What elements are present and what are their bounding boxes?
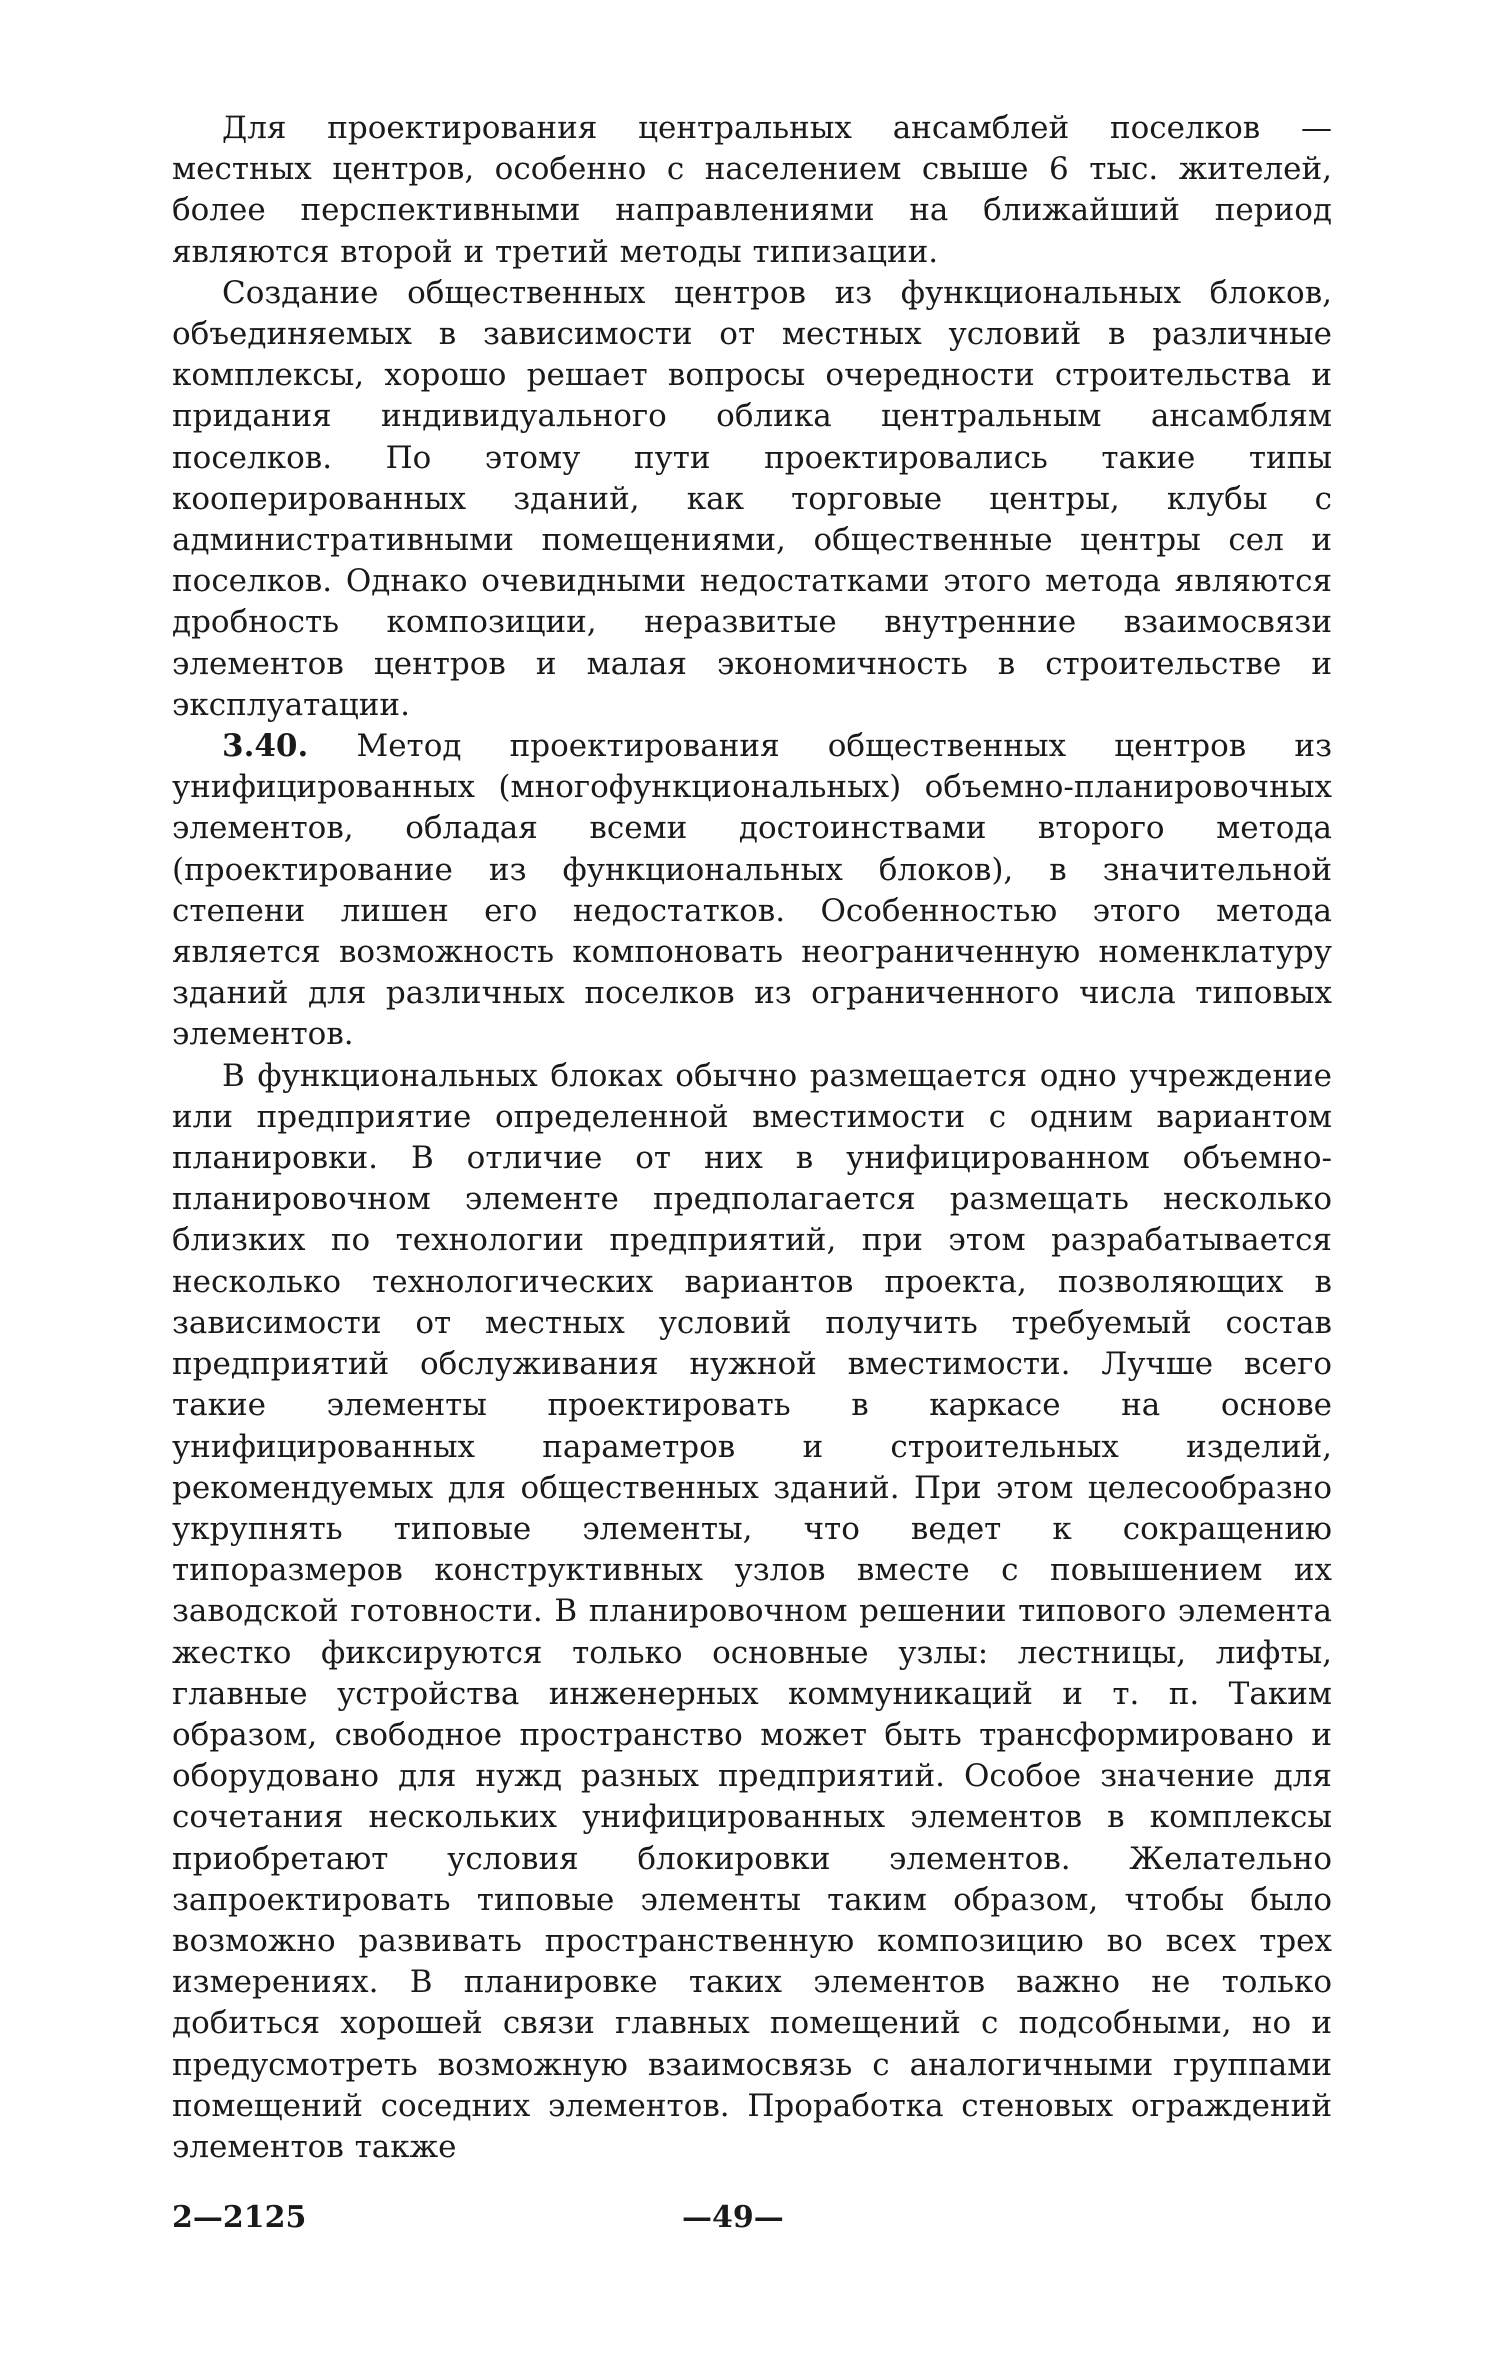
paragraph-2-text: Создание общественных центров из функциональных блоков, объединяемых в зависимости от местных условий в различные комплексы, хорошо решает вопросы очередности строительства и придания индивидуального облика центральным ансамблям поселков. По этому пути проектировались такие типы кооперированных зданий, как торговые центры, клубы с административными помещениями, общественные центры сел и поселков. Однако очевидными недостатками этого метода являются дробность композиции, неразвитые внутренние взаимосвязи элементов центров и малая экономичность в строительстве и эксплуатации. — [172, 274, 1332, 723]
paragraph-3 — [172, 726, 1332, 1056]
paragraph-3-text: Метод проектирования общественных центров из унифицированных (многофункциональных) объемно-планировочных элементов, обладая всеми достоинствами второго метода (проектирование из функциональных блоков), в значительной степени лишен его недостатков. Особенностью этого метода является возможность компоновать неограниченную номенклатуру зданий для различных поселков из ограниченного числа типовых элементов. — [172, 728, 1332, 1053]
paragraph-4-text: В функциональных блоках обычно размещается одно учреждение или предприятие определенной вместимости с одним вариантом планировки. В отличие от них в унифицированном объемно-планировочном элементе предполагается размещать несколько близких по технологии предприятий, при этом разрабатывается несколько технологических вариантов проекта, позволяющих в зависимости от местных условий получить требуемый состав предприятий обслуживания нужной вместимости. Лучше всего такие элементы проектировать в каркасе на основе унифицированных параметров и строительных изделий, рекомендуемых для общественных зданий. При этом целесообразно укрупнять типовые элементы, что ведет к сокращению типоразмеров конструктивных узлов вместе с повышением их заводской готовности. В планировочном решении типового элемента жестко фиксируются только основные узлы: лестницы, лифты, главные устройства инженерных коммуникаций и т. п. Таким образом, свободное пространство может быть трансформировано и оборудовано для нужд разных предприятий. Особое значение для сочетания нескольких унифицированных элементов в комплексы приобретают условия блокировки элементов. Желательно запроектировать типовые элементы таким образом, чтобы было возможно развивать пространственную композицию во всех трех измерениях. В планировке таких элементов важно не только добиться хорошей связи главных помещений с подсобными, но и предусмотреть возможную взаимосвязь с аналогичными группами помещений соседних элементов. Проработка стеновых ограждений элементов также — [172, 1057, 1332, 2165]
printer-signature: 2—2125 — [172, 2200, 307, 2235]
paragraph-2 — [172, 273, 1332, 726]
paragraph-1-text: Для проектирования центральных ансамблей поселков — местных центров, особенно с населением свыше 6 тыс. жителей, более перспективными направлениями на ближайший период являются второй и третий методы типизации. — [172, 110, 1332, 270]
paragraph-4 — [172, 1056, 1332, 2168]
paragraph-1 — [172, 108, 1332, 273]
page-body — [172, 108, 1332, 2168]
page-number: —49— — [682, 2200, 784, 2235]
page-footer — [172, 2200, 1332, 2244]
section-number-3-40: 3.40. — [222, 728, 309, 765]
